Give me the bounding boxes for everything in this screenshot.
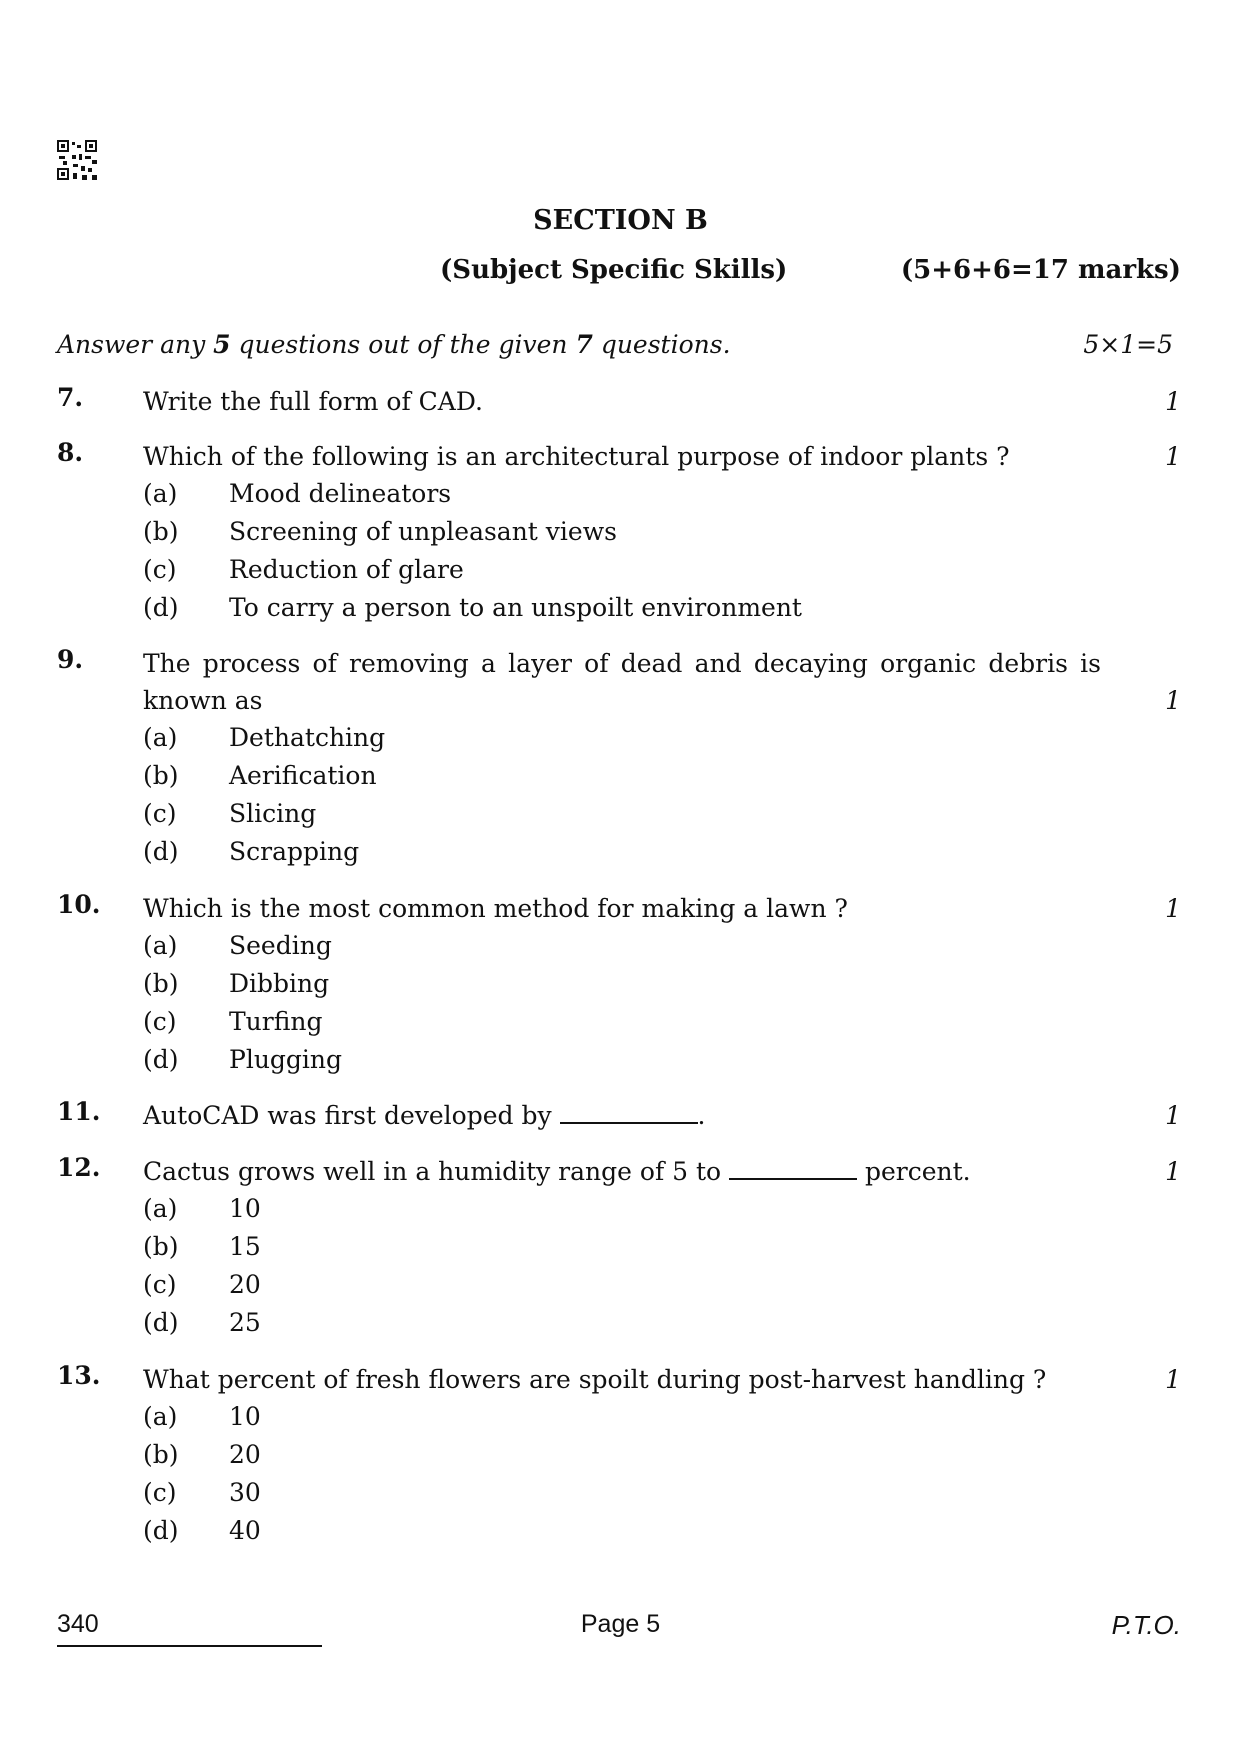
answer-blank[interactable] bbox=[729, 1156, 857, 1180]
option-b[interactable] bbox=[143, 1436, 1181, 1474]
answer-blank[interactable] bbox=[560, 1100, 698, 1124]
question-text-line-2: known as bbox=[143, 686, 263, 715]
option-text: 20 bbox=[229, 1440, 261, 1469]
option-label: (c) bbox=[143, 799, 177, 828]
qr-code-icon bbox=[57, 140, 97, 180]
option-label: (a) bbox=[143, 723, 178, 752]
question-12 bbox=[57, 1153, 1181, 1342]
options-list bbox=[143, 1190, 1181, 1342]
question-text-line-1: The process of removing a layer of dead and decaying organic debris is bbox=[143, 649, 1101, 678]
option-a[interactable] bbox=[143, 927, 1181, 965]
question-text: Which of the following is an architectural purpose of indoor plants ? bbox=[143, 442, 1010, 471]
question-9 bbox=[57, 645, 1181, 871]
please-turn-over: P.T.O. bbox=[1111, 1610, 1181, 1640]
option-text: 10 bbox=[229, 1402, 261, 1431]
option-text: 15 bbox=[229, 1232, 261, 1261]
option-b[interactable] bbox=[143, 965, 1181, 1003]
option-label: (b) bbox=[143, 1232, 179, 1261]
option-label: (b) bbox=[143, 1440, 179, 1469]
option-text: To carry a person to an unspoilt environment bbox=[229, 593, 802, 622]
option-c[interactable] bbox=[143, 1003, 1181, 1041]
option-b[interactable] bbox=[143, 757, 1181, 795]
option-label: (d) bbox=[143, 1308, 179, 1337]
option-c[interactable] bbox=[143, 1266, 1181, 1304]
question-text: AutoCAD was first developed by . bbox=[143, 1101, 706, 1130]
option-d[interactable] bbox=[143, 833, 1181, 871]
option-text: 25 bbox=[229, 1308, 261, 1337]
options-list bbox=[143, 927, 1181, 1079]
option-label: (a) bbox=[143, 479, 178, 508]
option-text: 30 bbox=[229, 1478, 261, 1507]
options-list bbox=[143, 719, 1181, 871]
question-marks: 1 bbox=[1165, 442, 1181, 471]
question-number: 11. bbox=[57, 1097, 101, 1126]
question-number: 7. bbox=[57, 383, 84, 412]
question-11 bbox=[57, 1097, 1181, 1134]
option-b[interactable] bbox=[143, 513, 1181, 551]
option-label: (b) bbox=[143, 761, 179, 790]
question-number: 12. bbox=[57, 1153, 101, 1182]
question-marks: 1 bbox=[1165, 686, 1181, 715]
question-10 bbox=[57, 890, 1181, 1079]
option-text: Dibbing bbox=[229, 969, 330, 998]
option-d[interactable] bbox=[143, 1041, 1181, 1079]
option-d[interactable] bbox=[143, 1304, 1181, 1342]
question-text: What percent of fresh flowers are spoilt during post-harvest handling ? bbox=[143, 1365, 1047, 1394]
question-text: Write the full form of CAD. bbox=[143, 387, 483, 416]
question-7 bbox=[57, 383, 1181, 420]
option-text: Mood delineators bbox=[229, 479, 452, 508]
option-a[interactable] bbox=[143, 1398, 1181, 1436]
page-number: Page 5 bbox=[580, 1610, 661, 1638]
option-label: (c) bbox=[143, 1270, 177, 1299]
section-subtitle: (Subject Specific Skills) bbox=[440, 255, 788, 285]
option-text: Screening of unpleasant views bbox=[229, 517, 617, 546]
option-c[interactable] bbox=[143, 551, 1181, 589]
instruction: Answer any 5 questions out of the given 7 questions. bbox=[57, 330, 731, 359]
option-c[interactable] bbox=[143, 1474, 1181, 1512]
question-marks: 1 bbox=[1165, 1365, 1181, 1394]
question-marks: 1 bbox=[1165, 894, 1181, 923]
option-text: Scrapping bbox=[229, 837, 360, 866]
question-text bbox=[143, 645, 1141, 682]
question-number: 10. bbox=[57, 890, 101, 919]
question-text: Which is the most common method for making a lawn ? bbox=[143, 894, 848, 923]
option-text: Dethatching bbox=[229, 723, 386, 752]
option-label: (d) bbox=[143, 1045, 179, 1074]
question-text: Cactus grows well in a humidity range of 5 to percent. bbox=[143, 1157, 971, 1186]
section-title: SECTION B bbox=[533, 205, 708, 236]
option-label: (d) bbox=[143, 1516, 179, 1545]
option-text: Aerification bbox=[229, 761, 377, 790]
footer-rule bbox=[57, 1645, 322, 1647]
options-list bbox=[143, 475, 1181, 627]
option-label: (c) bbox=[143, 555, 177, 584]
option-label: (a) bbox=[143, 1194, 178, 1223]
option-label: (c) bbox=[143, 1478, 177, 1507]
option-a[interactable] bbox=[143, 719, 1181, 757]
option-label: (a) bbox=[143, 1402, 178, 1431]
option-d[interactable] bbox=[143, 589, 1181, 627]
option-text: Plugging bbox=[229, 1045, 343, 1074]
question-number: 8. bbox=[57, 438, 84, 467]
options-list bbox=[143, 1398, 1181, 1550]
option-label: (d) bbox=[143, 837, 179, 866]
question-marks: 1 bbox=[1165, 387, 1181, 416]
option-text: Slicing bbox=[229, 799, 317, 828]
question-marks: 1 bbox=[1165, 1101, 1181, 1130]
question-marks: 1 bbox=[1165, 1157, 1181, 1186]
option-label: (b) bbox=[143, 517, 179, 546]
option-label: (c) bbox=[143, 1007, 177, 1036]
option-label: (b) bbox=[143, 969, 179, 998]
option-c[interactable] bbox=[143, 795, 1181, 833]
option-a[interactable] bbox=[143, 1190, 1181, 1228]
option-text: Turfing bbox=[229, 1007, 323, 1036]
option-label: (d) bbox=[143, 593, 179, 622]
instruction-marks: 5×1=5 bbox=[1083, 330, 1173, 359]
option-text: 10 bbox=[229, 1194, 261, 1223]
option-a[interactable] bbox=[143, 475, 1181, 513]
section-total-marks: (5+6+6=17 marks) bbox=[900, 255, 1181, 285]
question-number: 9. bbox=[57, 645, 84, 674]
option-label: (a) bbox=[143, 931, 178, 960]
question-number: 13. bbox=[57, 1361, 101, 1390]
option-text: Seeding bbox=[229, 931, 332, 960]
option-text: Reduction of glare bbox=[229, 555, 464, 584]
option-text: 40 bbox=[229, 1516, 261, 1545]
option-text: 20 bbox=[229, 1270, 261, 1299]
question-8 bbox=[57, 438, 1181, 627]
paper-code: 340 bbox=[57, 1610, 99, 1638]
option-d[interactable] bbox=[143, 1512, 1181, 1550]
question-13 bbox=[57, 1361, 1181, 1550]
option-b[interactable] bbox=[143, 1228, 1181, 1266]
